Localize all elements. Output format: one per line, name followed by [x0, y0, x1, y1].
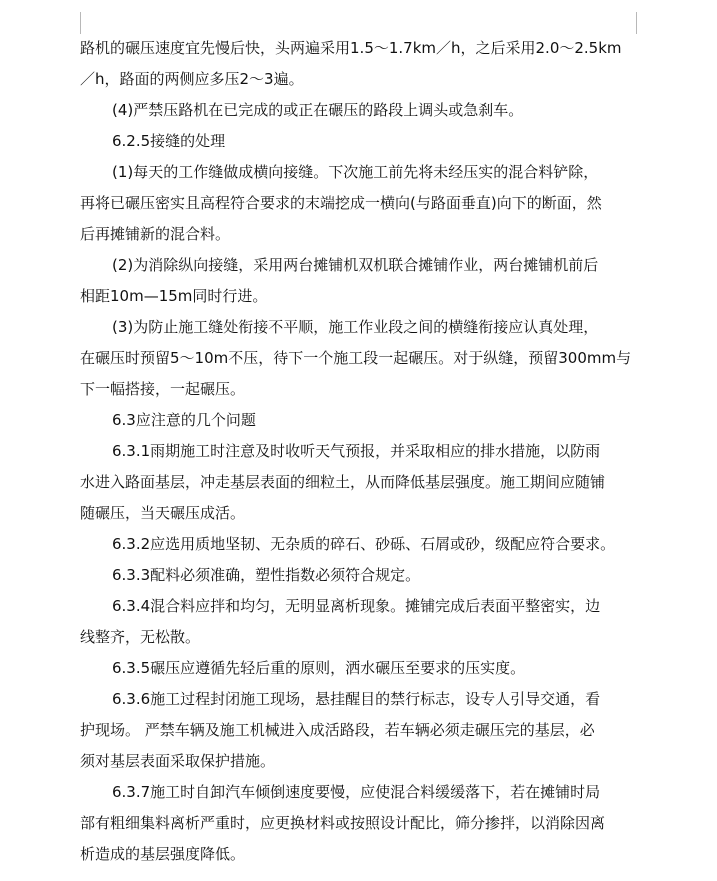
body-text-line: 析造成的基层强度降低。 [80, 845, 246, 863]
body-text-line: (1)每天的工作缝做成横向接缝。下次施工前先将未经压实的混合料铲除， [112, 163, 599, 181]
margin-corner-mark-right [636, 12, 637, 34]
body-text-line: 6.3.7施工时自卸汽车倾倒速度要慢，应使混合料缓缓落下，若在摊铺时局 [112, 783, 601, 801]
section-heading: 6.2.5接缝的处理 [112, 132, 226, 150]
body-text-line: (3)为防止施工缝处衔接不平顺，施工作业段之间的横缝衔接应认真处理， [112, 318, 599, 336]
body-text-line: 部有粗细集料离析严重时，应更换材料或按照设计配比，筛分掺拌，以消除因离 [80, 814, 606, 832]
margin-corner-mark-left [80, 12, 81, 34]
body-text-line: 相距10m—15m同时行进。 [80, 287, 268, 305]
body-text-line: 在碾压时预留5～10m不压，待下一个施工段一起碾压。对于纵缝，预留300mm与 [80, 349, 632, 367]
body-text-line: 6.3.3配料必须准确，塑性指数必须符合规定。 [112, 566, 421, 584]
body-text-line: (2)为消除纵向接缝，采用两台摊铺机双机联合摊铺作业，两台摊铺机前后 [112, 256, 599, 274]
body-text-line: 随碾压，当天碾压成活。 [80, 504, 246, 522]
section-heading: 6.3应注意的几个问题 [112, 411, 256, 429]
body-text-line: 水进入路面基层，冲走基层表面的细粒土，从而降低基层强度。施工期间应随铺 [80, 473, 606, 491]
body-text-line: 线整齐，无松散。 [80, 628, 201, 646]
body-text-line: 6.3.2应选用质地坚韧、无杂质的碎石、砂砾、石屑或砂，级配应符合要求。 [112, 535, 616, 553]
body-text-line: 6.3.1雨期施工时注意及时收听天气预报，并采取相应的排水措施，以防雨 [112, 442, 601, 460]
body-text-line: 须对基层表面采取保护措施。 [80, 752, 276, 770]
body-text-line: 护现场。 严禁车辆及施工机械进入成活路段，若车辆必须走碾压完的基层，必 [80, 721, 595, 739]
body-text-line: ／h，路面的两侧应多压2～3遍。 [80, 70, 304, 88]
body-text-line: 路机的碾压速度宜先慢后快，头两遍采用1.5～1.7km／h，之后采用2.0～2.5km [80, 39, 622, 57]
body-text-line: 下一幅搭接，一起碾压。 [80, 380, 246, 398]
body-text-line: 再将已碾压密实且高程符合要求的末端挖成一横向(与路面垂直)向下的断面，然 [80, 194, 602, 212]
body-text-line: 6.3.4混合料应拌和均匀，无明显离析现象。摊铺完成后表面平整密实，边 [112, 597, 601, 615]
body-text-line: 后再摊铺新的混合料。 [80, 225, 231, 243]
body-text-line: (4)严禁压路机在已完成的或正在碾压的路段上调头或急刹车。 [112, 101, 524, 119]
body-text-line: 6.3.5碾压应遵循先轻后重的原则，洒水碾压至要求的压实度。 [112, 659, 526, 677]
body-text-line: 6.3.6施工过程封闭施工现场，悬挂醒目的禁行标志，设专人引导交通，看 [112, 690, 601, 708]
